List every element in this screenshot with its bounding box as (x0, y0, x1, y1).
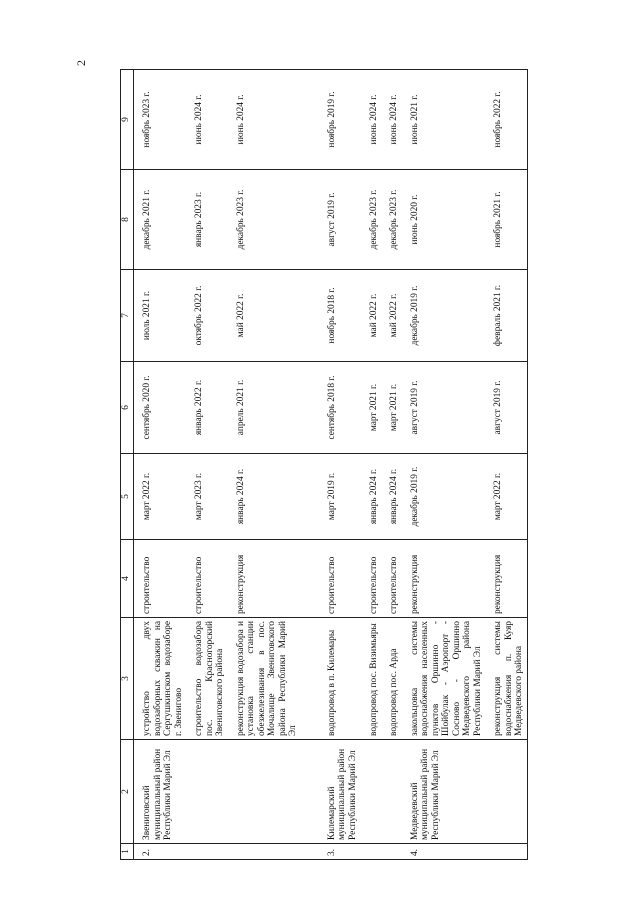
work-type-cell: строительство (361, 540, 382, 618)
page-number: 2 (74, 60, 88, 66)
date-cell: декабрь 2019 г. (402, 454, 486, 540)
object-cell: строительство водозабора пос. Красногорский Звениговского района (186, 618, 228, 740)
date-cell: март 2022 г. (485, 454, 527, 540)
col-header: 8 (121, 170, 134, 270)
row-number: 4. (402, 844, 486, 860)
date-cell: октябрь 2022 г. (186, 270, 228, 362)
date-cell: сентябрь 2020 г. (134, 362, 187, 454)
date-cell: ноябрь 2022 г. (485, 70, 527, 170)
date-cell: август 2019 г. (485, 362, 527, 454)
date-cell: декабрь 2021 г. (134, 170, 187, 270)
table-row (485, 70, 527, 860)
object-cell: водопровод в п. Килемары (319, 618, 361, 740)
row-number (186, 844, 228, 860)
table-row (228, 70, 301, 860)
date-cell: ноябрь 2023 г. (134, 70, 187, 170)
date-cell: ноябрь 2018 г. (319, 270, 361, 362)
district-cell (485, 740, 527, 844)
row-number (381, 844, 402, 860)
table-row (134, 70, 187, 860)
table-row (319, 70, 361, 860)
date-cell: май 2022 г. (228, 270, 301, 362)
col-header: 1 (121, 844, 134, 860)
date-cell: июнь 2024 г. (381, 70, 402, 170)
date-cell: июнь 2020 г. (402, 170, 486, 270)
date-cell: июнь 2024 г. (361, 70, 382, 170)
object-cell: водопровод пос. Визимьяры (361, 618, 382, 740)
work-type-cell: строительство (134, 540, 187, 618)
district-cell (186, 740, 228, 844)
table-row (381, 70, 402, 860)
work-type-cell: реконструкция (402, 540, 486, 618)
col-header: 6 (121, 362, 134, 454)
date-cell: май 2022 г. (381, 270, 402, 362)
object-cell: устройство двух водозаборных скважин на Сергушкинском водозаборе г. Звенигово (134, 618, 187, 740)
date-cell: март 2023 г. (186, 454, 228, 540)
date-cell: ноябрь 2021 г. (485, 170, 527, 270)
date-cell: март 2021 г. (361, 362, 382, 454)
rotated-table-container (120, 70, 620, 860)
col-header: 3 (121, 618, 134, 740)
date-cell: декабрь 2023 г. (228, 170, 301, 270)
work-type-cell: реконструкция (228, 540, 301, 618)
date-cell: июнь 2024 г. (186, 70, 228, 170)
date-cell: январь 2024 г. (228, 454, 301, 540)
spacer-row (301, 70, 319, 860)
district-cell: Килемарский муниципальный район Республики Марий Эл (319, 740, 361, 844)
col-header: 4 (121, 540, 134, 618)
work-type-cell: строительство (319, 540, 361, 618)
object-cell: водопровод пос. Арда (381, 618, 402, 740)
date-cell: январь 2023 г. (186, 170, 228, 270)
district-cell (361, 740, 382, 844)
row-number: 2. (134, 844, 187, 860)
date-cell: сентябрь 2018 г. (319, 362, 361, 454)
col-header: 9 (121, 70, 134, 170)
date-cell: август 2019 г. (319, 170, 361, 270)
col-header: 7 (121, 270, 134, 362)
date-cell: июнь 2021 г. (402, 70, 486, 170)
row-number (228, 844, 301, 860)
date-cell: апрель 2021 г. (228, 362, 301, 454)
work-type-cell: реконструкция (485, 540, 527, 618)
object-cell: реконструкция системы водоснабжения п. Куяр Медведевского района (485, 618, 527, 740)
table-row (361, 70, 382, 860)
date-cell: февраль 2021 г. (485, 270, 527, 362)
row-number (361, 844, 382, 860)
work-type-cell: строительство (186, 540, 228, 618)
work-type-cell: строительство (381, 540, 402, 618)
date-cell: декабрь 2023 г. (361, 170, 382, 270)
object-cell: реконструкция водозабора и установка станции обезжелезивания в пос. Мочалище Звениговского района Республики Марий Эл (228, 618, 301, 740)
date-cell: август 2019 г. (402, 362, 486, 454)
district-cell: Медведевский муниципальный район Республики Марий Эл (402, 740, 486, 844)
row-number (485, 844, 527, 860)
table-row (186, 70, 228, 860)
date-cell: январь 2022 г. (186, 362, 228, 454)
date-cell: март 2019 г. (319, 454, 361, 540)
object-cell: закольцовка системы водоснабжения населенных пунктов Оршинно - Шойбулак - Аэропорт - Сосново - Оршинно Медведевского района Республики Марий Эл (402, 618, 486, 740)
col-header: 5 (121, 454, 134, 540)
district-cell (381, 740, 402, 844)
date-cell: ноябрь 2019 г. (319, 70, 361, 170)
date-cell: июль 2021 г. (134, 270, 187, 362)
date-cell: март 2021 г. (381, 362, 402, 454)
column-number-header (121, 70, 134, 860)
date-cell: июнь 2024 г. (228, 70, 301, 170)
table-row (402, 70, 486, 860)
district-cell: Звениговский муниципальный район Республики Марий Эл (134, 740, 187, 844)
col-header: 2 (121, 740, 134, 844)
date-cell: январь 2024 г. (381, 454, 402, 540)
date-cell: май 2022 г. (361, 270, 382, 362)
schedule-table (120, 69, 528, 860)
date-cell: март 2022 г. (134, 454, 187, 540)
date-cell: декабрь 2019 г. (402, 270, 486, 362)
row-number: 3. (319, 844, 361, 860)
date-cell: январь 2024 г. (361, 454, 382, 540)
date-cell: декабрь 2023 г. (381, 170, 402, 270)
district-cell (228, 740, 301, 844)
